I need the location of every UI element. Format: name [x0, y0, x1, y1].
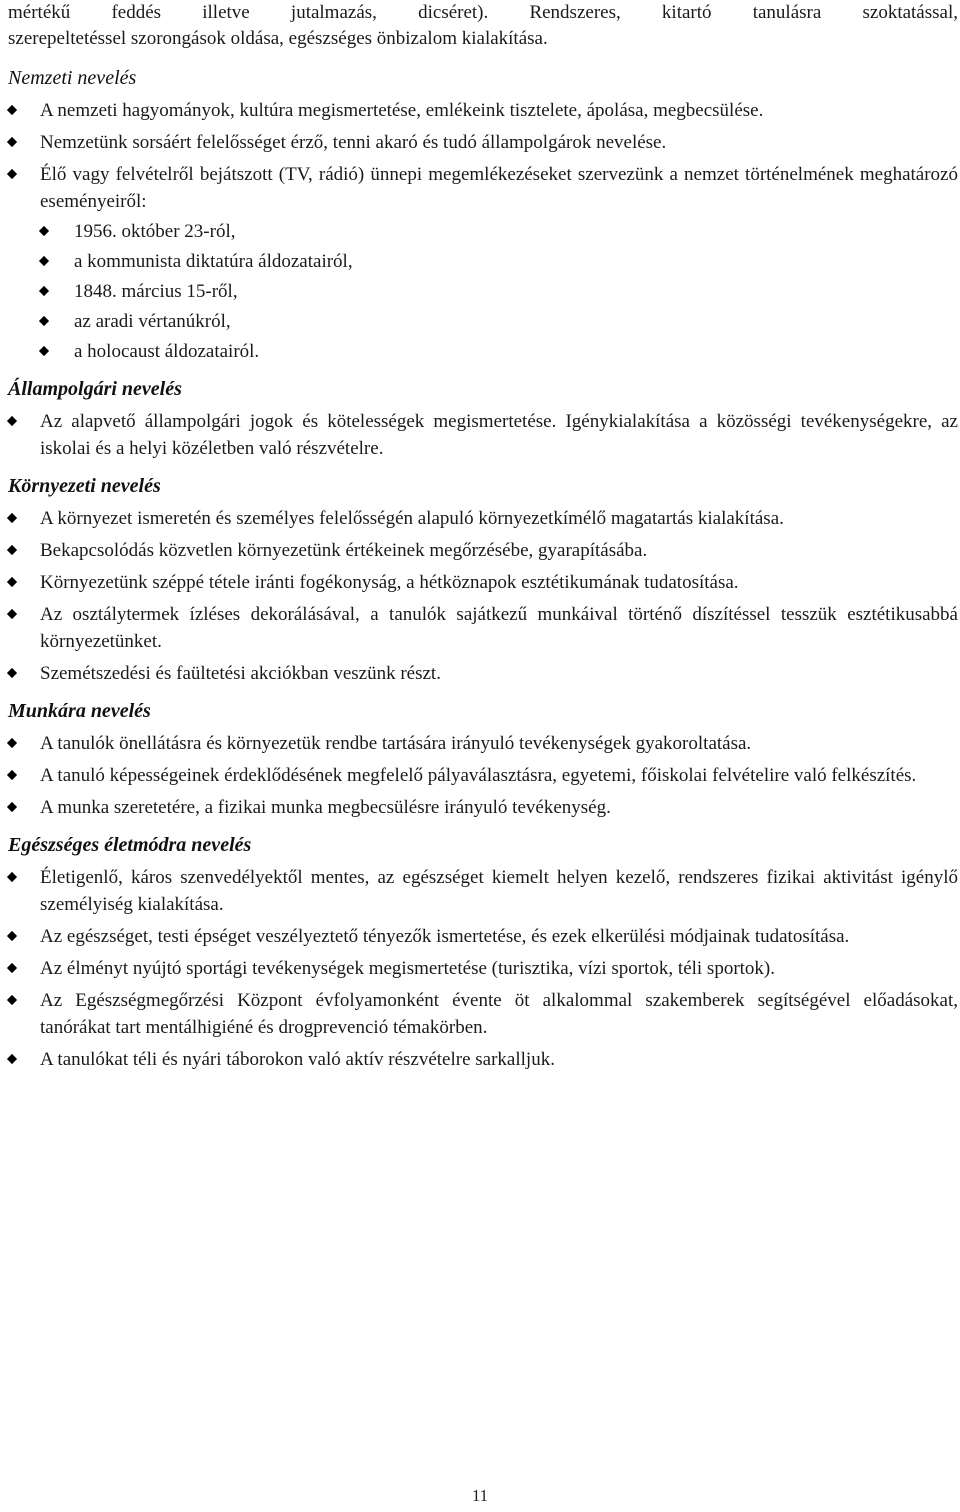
list-item [8, 161, 958, 365]
section-munkara-neveles [8, 697, 958, 821]
square-bullet-icon [39, 286, 49, 296]
bullet-list [8, 408, 958, 462]
bullet-list [8, 505, 958, 687]
square-bullet-icon [7, 668, 17, 678]
list-item-text: A tanuló képességeinek érdeklődésének megfelelő pályaválasztásra, egyetemi, főiskolai felvételire való felkészítés. [40, 765, 917, 786]
sub-list-item [40, 278, 958, 305]
list-item-text: A nemzeti hagyományok, kultúra megismertetése, emlékeink tisztelete, ápolása, megbecsülése. [40, 100, 764, 121]
list-item [8, 987, 958, 1041]
list-item-text: A tanulók önellátásra és környezetük rendbe tartására irányuló tevékenységek gyakoroltatása. [40, 733, 752, 754]
square-bullet-icon [7, 931, 17, 941]
square-bullet-icon [7, 416, 17, 426]
section-kornyezeti-neveles [8, 472, 958, 687]
list-item-text: Az élményt nyújtó sportági tevékenységek megismertetése (turisztika, vízi sportok, téli sportok). [40, 958, 776, 979]
square-bullet-icon [7, 963, 17, 973]
list-item [8, 1046, 958, 1073]
list-item-text: Környezetünk széppé tétele iránti fogékonyság, a hétköznapok esztétikumának tudatosítása. [40, 572, 739, 593]
list-item [8, 408, 958, 462]
sub-list-item-text: 1956. október 23-ról, [74, 221, 236, 242]
list-item [8, 864, 958, 918]
square-bullet-icon [39, 316, 49, 326]
list-item-text: Az alapvető állampolgári jogok és kötelességek megismertetése. Igénykialakítása a közösségi tevékenységekre, az iskolai és a helyi közéletben való részvételre. [40, 411, 958, 459]
square-bullet-icon [7, 137, 17, 147]
list-item [8, 660, 958, 687]
section-nemzeti-neveles [8, 64, 958, 365]
section-title: Állampolgári nevelés [8, 378, 182, 400]
square-bullet-icon [7, 1054, 17, 1064]
list-item [8, 129, 958, 156]
square-bullet-icon [7, 738, 17, 748]
sub-list-item-text: 1848. március 15-ről, [74, 281, 238, 302]
section-egeszseges-eletmodra-neveles [8, 831, 958, 1073]
list-item [8, 97, 958, 124]
square-bullet-icon [7, 513, 17, 523]
square-bullet-icon [7, 770, 17, 780]
list-item [8, 569, 958, 596]
square-bullet-icon [7, 545, 17, 555]
sub-bullet-list [40, 218, 958, 365]
sub-list-item-text: a holocaust áldozatairól. [74, 341, 260, 362]
bullet-list [8, 864, 958, 1073]
square-bullet-icon [7, 872, 17, 882]
list-item [8, 537, 958, 564]
section-title: Munkára nevelés [8, 700, 151, 722]
list-item-text: Szemétszedési és faültetési akciókban veszünk részt. [40, 663, 441, 684]
sub-list-item-text: a kommunista diktatúra áldozatairól, [74, 251, 353, 272]
intro-line-2: szerepeltetéssel szorongások oldása, egészséges önbizalom kialakítása. [8, 28, 548, 49]
list-item [8, 601, 958, 655]
square-bullet-icon [39, 226, 49, 236]
section-allampolgari-neveles [8, 375, 958, 462]
square-bullet-icon [7, 995, 17, 1005]
list-item-text: A környezet ismeretén és személyes felelősségén alapuló környezetkímélő magatartás kialakítása. [40, 508, 784, 529]
list-item [8, 730, 958, 757]
sub-list-item [40, 218, 958, 245]
square-bullet-icon [39, 256, 49, 266]
square-bullet-icon [7, 169, 17, 179]
list-item-text: Az Egészségmegőrzési Központ évfolyamonként évente öt alkalommal szakemberek segítségével előadásokat, tanórákat tart mentálhigiéné és drogprevenció témakörben. [40, 990, 958, 1038]
document-page [8, 0, 958, 1073]
intro-line-1: mértékű feddés illetve jutalmazás, dicséret). Rendszeres, kitartó tanulásra szoktatással, [8, 2, 958, 23]
list-item-text: Bekapcsolódás közvetlen környezetünk értékeinek megőrzésébe, gyarapításába. [40, 540, 648, 561]
page-number: 11 [471, 1486, 489, 1505]
list-item [8, 794, 958, 821]
intro-paragraph [8, 0, 958, 52]
list-item-text: Az egészséget, testi épséget veszélyeztető tényezők ismertetése, és ezek elkerülési módjainak tudatosítása. [40, 926, 850, 947]
square-bullet-icon [7, 577, 17, 587]
list-item-text: A tanulókat téli és nyári táborokon való aktív részvételre sarkalljuk. [40, 1049, 555, 1070]
list-item [8, 923, 958, 950]
square-bullet-icon [7, 105, 17, 115]
section-title: Nemzeti nevelés [8, 67, 137, 89]
square-bullet-icon [7, 802, 17, 812]
list-item-text: Életigenlő, káros szenvedélyektől mentes, az egészséget kiemelt helyen kezelő, rendszeres fizikai aktivitást igénylő személyiség kialakítása. [40, 867, 958, 915]
square-bullet-icon [39, 346, 49, 356]
list-item [8, 505, 958, 532]
sub-list-item [40, 248, 958, 275]
sub-list-item [40, 338, 958, 365]
bullet-list [8, 97, 958, 365]
list-item [8, 955, 958, 982]
bullet-list [8, 730, 958, 821]
list-item [8, 762, 958, 789]
list-item-text: A munka szeretetére, a fizikai munka megbecsülésre irányuló tevékenység. [40, 797, 611, 818]
square-bullet-icon [7, 609, 17, 619]
list-item-text: Nemzetünk sorsáért felelősséget érző, tenni akaró és tudó állampolgárok nevelése. [40, 132, 667, 153]
section-title: Környezeti nevelés [8, 475, 161, 497]
section-title: Egészséges életmódra nevelés [8, 834, 252, 856]
list-item-text: Az osztálytermek ízléses dekorálásával, a tanulók sajátkezű munkáival történő díszítéssel tesszük esztétikusabbá környezetünket. [40, 604, 958, 652]
list-item-text: Élő vagy felvételről bejátszott (TV, rádió) ünnepi megemlékezéseket szervezünk a nemzet történelmének meghatározó eseményeiről: [40, 164, 958, 212]
sub-list-item-text: az aradi vértanúkról, [74, 311, 231, 332]
sub-list-item [40, 308, 958, 335]
